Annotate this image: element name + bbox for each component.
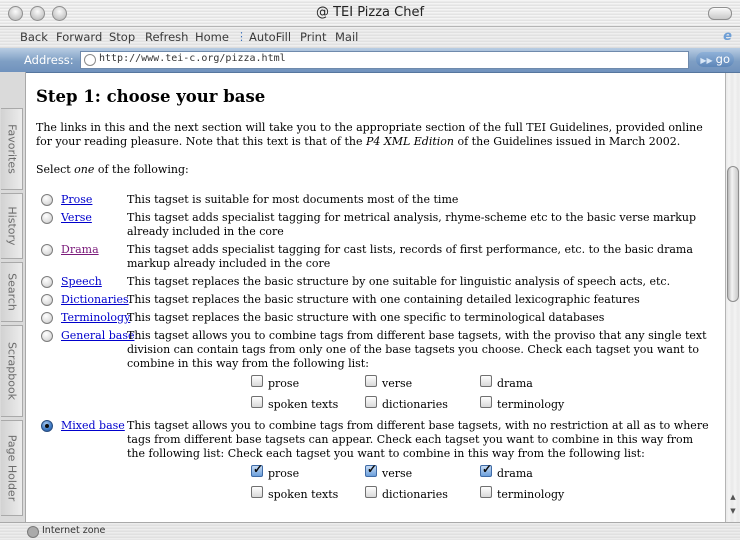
internet-zone-icon: [27, 526, 39, 538]
home-button[interactable]: Home: [195, 30, 229, 44]
select-text-b: of the following:: [94, 163, 189, 176]
tab-scrapbook-label: Scrapbook: [5, 341, 18, 401]
link-terminology[interactable]: Terminology: [61, 311, 131, 324]
radio-drama[interactable]: [41, 244, 53, 256]
go-button[interactable]: [696, 52, 734, 67]
mixed-check-dictionaries[interactable]: [365, 486, 377, 498]
page-icon: [84, 54, 96, 66]
intro-paragraph: [36, 121, 716, 149]
general-check-spoken-texts-label: spoken texts: [268, 398, 339, 411]
mail-button[interactable]: Mail: [335, 30, 359, 44]
page-content: [26, 73, 725, 522]
general-check-terminology-label: terminology: [497, 398, 565, 411]
tab-scrapbook[interactable]: [1, 325, 23, 417]
mixed-check-spoken-texts[interactable]: [251, 486, 263, 498]
explorer-logo-icon: e: [723, 29, 732, 44]
scroll-down-arrow-icon[interactable]: ▼: [730, 507, 736, 515]
radio-terminology[interactable]: [41, 312, 53, 324]
mixed-check-prose[interactable]: [251, 465, 263, 477]
mixed-check-spoken-texts-label: spoken texts: [268, 488, 339, 501]
desc-general-base: This tagset allows you to combine tags from different base tagsets, with the proviso that any single text division can contain tags from only one of the base tagsets you choose. Check each tagset you want to combine in this way from the following list:: [127, 329, 707, 370]
scrollbar-thumb[interactable]: [727, 166, 739, 302]
general-check-prose[interactable]: [251, 375, 263, 387]
select-emphasis: one: [74, 163, 95, 176]
toolbar-separator-icon: ⋮: [236, 30, 247, 43]
back-button[interactable]: Back: [20, 30, 48, 44]
refresh-button[interactable]: Refresh: [145, 30, 189, 44]
general-check-drama[interactable]: [480, 375, 492, 387]
mixed-check-prose-label: prose: [268, 467, 300, 480]
general-check-drama-label: drama: [497, 377, 533, 390]
general-check-verse-label: verse: [382, 377, 413, 390]
mixed-check-drama-label: drama: [497, 467, 533, 480]
tab-page-holder-label: Page Holder: [5, 434, 18, 502]
general-check-spoken-texts[interactable]: [251, 396, 263, 408]
link-prose[interactable]: Prose: [61, 193, 93, 206]
radio-dictionaries[interactable]: [41, 294, 53, 306]
stop-button[interactable]: Stop: [109, 30, 136, 44]
tab-history[interactable]: [1, 193, 23, 259]
desc-drama: This tagset adds specialist tagging for cast lists, records of first performance, etc. to the basic drama markup already included in the core: [127, 243, 693, 270]
general-check-verse[interactable]: [365, 375, 377, 387]
radio-general-base[interactable]: [41, 330, 53, 342]
status-text: Internet zone: [42, 525, 106, 536]
autofill-button[interactable]: AutoFill: [249, 30, 292, 44]
desc-dictionaries: This tagset replaces the basic structure with one containing detailed lexicographic features: [127, 293, 640, 306]
select-instruction: [36, 163, 189, 176]
mixed-check-terminology-label: terminology: [497, 488, 565, 501]
desc-prose: This tagset is suitable for most documents most of the time: [127, 193, 459, 206]
browser-toolbar: [0, 27, 740, 47]
toolbar-toggle-button[interactable]: [708, 7, 732, 20]
general-check-dictionaries[interactable]: [365, 396, 377, 408]
explorer-sidebar-tabs: [0, 72, 26, 524]
status-bar: [0, 522, 740, 540]
desc-mixed-base: This tagset allows you to combine tags from different base tagsets, with no restriction at all as to where tags from different base tagsets can appear. Check each tagset you want to combine in this way from the following list: Check each tagset you want to combine in this way from the following list:: [127, 419, 709, 460]
forward-button[interactable]: Forward: [56, 30, 103, 44]
page-heading: Step 1: choose your base: [36, 87, 266, 106]
print-button[interactable]: Print: [300, 30, 327, 44]
tab-favorites-label: Favorites: [5, 124, 18, 174]
general-check-prose-label: prose: [268, 377, 300, 390]
intro-text-b: of the Guidelines issued in March 2002.: [454, 135, 681, 148]
link-speech[interactable]: Speech: [61, 275, 102, 288]
intro-text-a: The links in this and the next section will take you to the appropriate section of the full TEI Guidelines, provided online for your reading pleasure. Note that this text is that of the: [36, 121, 703, 148]
select-text-a: Select: [36, 163, 75, 176]
mixed-check-dictionaries-label: dictionaries: [382, 488, 448, 501]
tab-search-label: Search: [5, 273, 18, 311]
address-label: Address:: [24, 53, 74, 67]
link-drama[interactable]: Drama: [61, 243, 99, 256]
desc-verse: This tagset adds specialist tagging for metrical analysis, rhyme-scheme etc to the basic verse markup already included in the core: [127, 211, 697, 238]
address-input[interactable]: [80, 51, 689, 69]
tab-favorites[interactable]: [1, 108, 23, 190]
general-check-terminology[interactable]: [480, 396, 492, 408]
mixed-check-terminology[interactable]: [480, 486, 492, 498]
radio-prose[interactable]: [41, 194, 53, 206]
desc-speech: This tagset replaces the basic structure by one suitable for linguistic analysis of speech acts, etc.: [127, 275, 671, 288]
tab-search[interactable]: [1, 262, 23, 322]
link-general-base[interactable]: General base: [61, 329, 135, 342]
address-url: http://www.tei-c.org/pizza.html: [99, 53, 286, 64]
tab-history-label: History: [5, 206, 18, 246]
mixed-check-verse-label: verse: [382, 467, 413, 480]
general-check-dictionaries-label: dictionaries: [382, 398, 448, 411]
mixed-check-verse[interactable]: [365, 465, 377, 477]
link-verse[interactable]: Verse: [61, 211, 92, 224]
radio-mixed-base[interactable]: [41, 420, 53, 432]
go-arrow-icon: ▶▶: [700, 56, 713, 65]
window-title: @ TEI Pizza Chef: [315, 5, 425, 20]
link-dictionaries[interactable]: Dictionaries: [61, 293, 129, 306]
radio-verse[interactable]: [41, 212, 53, 224]
intro-edition: P4 XML Edition: [365, 135, 454, 148]
radio-speech[interactable]: [41, 276, 53, 288]
scroll-up-arrow-icon[interactable]: ▲: [730, 493, 736, 501]
vertical-scrollbar[interactable]: [725, 73, 740, 522]
mixed-check-drama[interactable]: [480, 465, 492, 477]
window-titlebar: [0, 0, 740, 27]
address-bar: [0, 48, 740, 73]
desc-terminology: This tagset replaces the basic structure with one specific to terminological databases: [127, 311, 605, 324]
go-label: go: [715, 52, 730, 66]
link-mixed-base[interactable]: Mixed base: [61, 419, 125, 432]
tab-page-holder[interactable]: [1, 420, 23, 516]
